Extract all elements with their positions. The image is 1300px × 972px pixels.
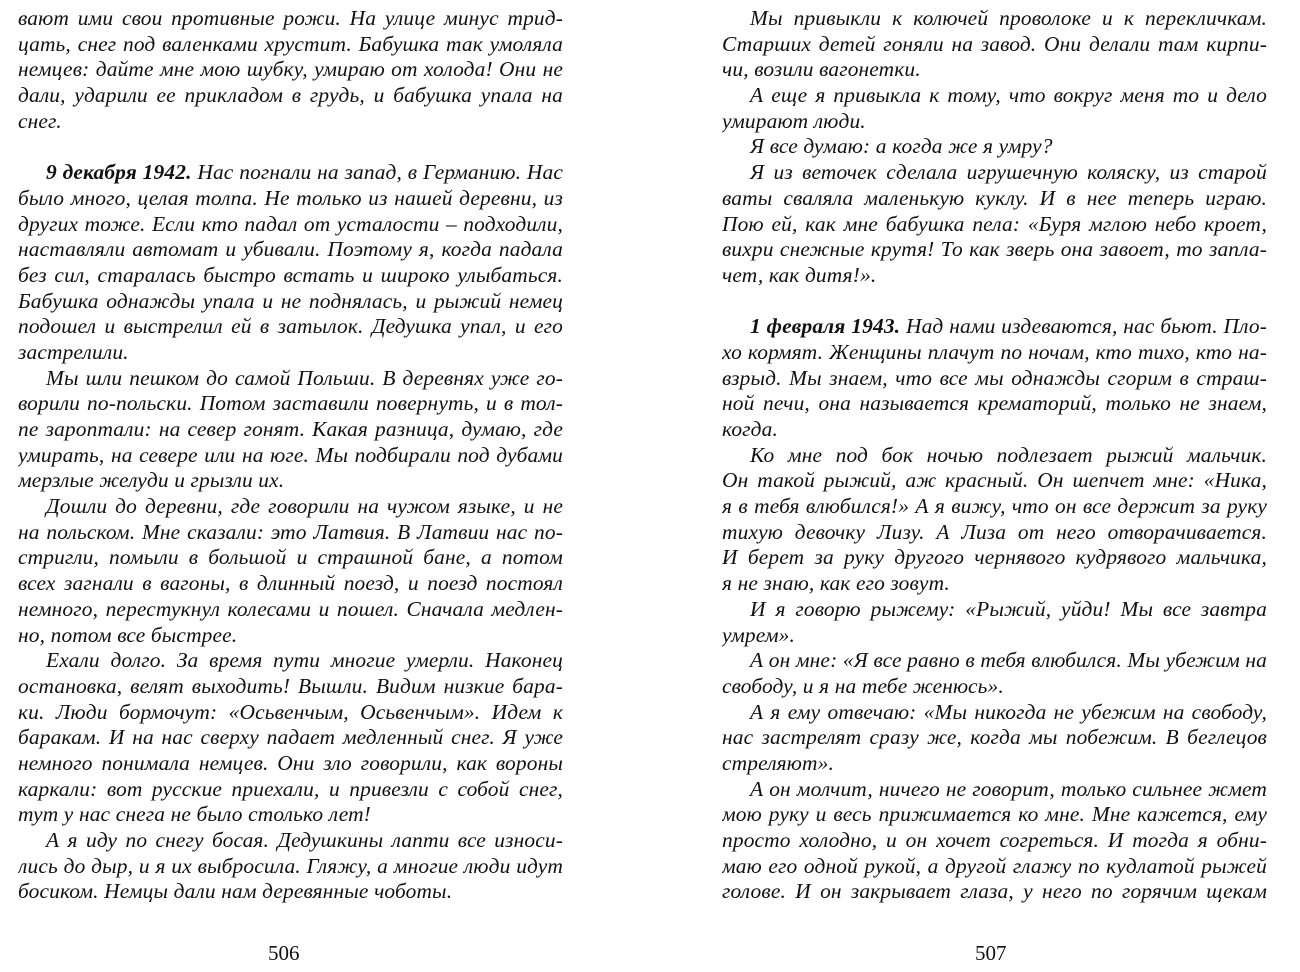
text-line	[18, 674, 563, 700]
text-line	[18, 879, 563, 905]
text-line	[722, 340, 1267, 366]
line-text: Мы шли пешком до самой Польши. В деревнях уже го-	[46, 365, 563, 390]
text-line	[722, 494, 1267, 520]
text-line	[18, 571, 563, 597]
text-line	[722, 32, 1267, 58]
line-text: когда.	[722, 417, 778, 441]
line-text: Он такой рыжий, аж красный. Он шепчет мне: «Ника,	[722, 468, 1267, 493]
text-line	[18, 597, 563, 623]
line-text: вихри снежные крутя! То как зверь она завоет, то запла-	[722, 237, 1267, 262]
text-line	[18, 237, 563, 263]
text-line	[18, 366, 563, 392]
line-text: А он мне: «Я все равно в тебя влюбился. Мы убежим на	[750, 648, 1267, 673]
line-text: я в тебя влюбился!» А я вижу, что он все держит за руку	[722, 494, 1267, 519]
text-line	[18, 751, 563, 777]
line-text: голове. И он закрывает глаза, у него по горячим щекам	[722, 879, 1267, 904]
text-line	[18, 186, 563, 212]
line-text: чет, как дитя!».	[722, 262, 877, 287]
text-line	[18, 725, 563, 751]
line-text: но, потом все быстрее.	[18, 622, 238, 647]
line-text: ки. Люди бормочут: «Осьвенчым, Осьвенчым». Идем к	[18, 699, 563, 724]
line-text: остановка, велят выходить! Вышли. Видим низкие бара-	[18, 673, 563, 698]
line-text: А я ему отвечаю: «Мы никогда не убежим на свободу,	[750, 699, 1267, 724]
left-page-text	[18, 6, 563, 905]
line-text: лись до дыр, и я их выбросила. Гляжу, а многие люди идут	[18, 853, 563, 878]
text-line	[722, 545, 1267, 571]
line-text: А еще я привыкла к тому, что вокруг меня то и дело	[750, 83, 1267, 108]
text-line	[18, 289, 563, 315]
line-text: Я все думаю: а когда же я умру?	[750, 134, 1053, 159]
text-line	[722, 57, 1267, 83]
text-line	[18, 109, 563, 135]
text-line	[18, 212, 563, 238]
text-line	[722, 597, 1267, 623]
line-text: снег.	[18, 108, 62, 133]
line-text: стригли, помыли в большой и страшной бане, а потом	[18, 545, 563, 570]
line-text: было много, целая толпа. Не только из нашей деревни, из	[18, 185, 563, 210]
line-text: Ехали долго. За время пути многие умерли. Наконец	[46, 648, 563, 673]
text-line	[722, 83, 1267, 109]
line-text: на польском. Мне сказали: это Латвия. В Латвии нас по-	[18, 519, 563, 544]
line-text: чи, возили вагонетки.	[722, 57, 921, 82]
line-text: немного понимала немцев. Они зло говорили, как вороны	[18, 750, 563, 775]
text-line	[18, 777, 563, 803]
text-line	[722, 237, 1267, 263]
line-text: Нас погнали на запад, в Германию. Нас	[191, 160, 563, 185]
text-line	[722, 777, 1267, 803]
text-line	[722, 623, 1267, 649]
right-page-text	[722, 6, 1267, 905]
line-text: свободу, и я на тебе женюсь».	[722, 673, 1004, 698]
text-line	[722, 6, 1267, 32]
line-text: мою руку и весь прижимается ко мне. Мне кажется, ему	[722, 802, 1267, 827]
text-line	[18, 854, 563, 880]
text-line	[18, 700, 563, 726]
line-text: босиком. Немцы дали нам деревянные чоботы.	[18, 879, 453, 904]
left-page-number: 506	[268, 941, 300, 965]
line-text: ворили по-польски. Потом заставили повернуть, и в тол-	[18, 391, 563, 416]
diary-date: 1 февраля 1943.	[750, 314, 901, 339]
text-line	[722, 443, 1267, 469]
line-text: Старших детей гоняли на завод. Они делали там кирпи-	[722, 31, 1267, 56]
line-text: баракам. И на нас сверху падает медленный снег. Я уже	[18, 725, 563, 750]
text-line	[722, 854, 1267, 880]
line-text: я не знаю, как его зовут.	[722, 571, 950, 596]
line-text: Мы привыкли к колючей проволоке и к перекличкам.	[750, 6, 1267, 30]
text-line	[18, 648, 563, 674]
text-line	[18, 545, 563, 571]
text-line	[18, 468, 563, 494]
text-line	[18, 340, 563, 366]
text-line	[18, 83, 563, 109]
line-text: наставляли автомат и убивали. Поэтому я, когда падала	[18, 237, 563, 262]
line-text: взрыд. Мы знаем, что все мы однажды сгорим в страш-	[722, 365, 1267, 390]
line-text: умирать, на севере или на юге. Мы подбирали под дубами	[18, 442, 563, 467]
line-text: немцев: дайте мне мою шубку, умираю от холода! Они не	[18, 57, 563, 82]
line-text: цать, снег под валенками хрустит. Бабушка так умоляла	[18, 31, 563, 56]
line-text: умрем».	[722, 622, 796, 647]
text-line	[722, 802, 1267, 828]
text-line	[722, 391, 1267, 417]
text-line	[18, 828, 563, 854]
text-line	[722, 186, 1267, 212]
line-text: стреляют».	[722, 750, 834, 775]
text-line	[18, 417, 563, 443]
right-page-number: 507	[975, 941, 1007, 965]
line-text: А он молчит, ничего не говорит, только сильнее жмет	[750, 776, 1267, 801]
line-text: хо кормят. Женщины плачут по ночам, кто тихо, кто на-	[722, 339, 1267, 364]
text-line	[722, 648, 1267, 674]
text-line	[18, 802, 563, 828]
line-text: ной печи, она называется крематорий, только не знаем,	[722, 391, 1267, 416]
paragraph-gap	[18, 134, 563, 160]
line-text: Ко мне под бок ночью подлезает рыжий мальчик.	[750, 442, 1267, 467]
line-text: И я говорю рыжему: «Рыжий, уйди! Мы все завтра	[750, 596, 1267, 621]
text-line	[18, 494, 563, 520]
line-text: мерзлые желуди и грызли их.	[18, 468, 285, 493]
text-line	[18, 391, 563, 417]
text-line	[722, 571, 1267, 597]
line-text: без сил, старалась быстро встать и широко улыбаться.	[18, 262, 563, 287]
text-line	[722, 134, 1267, 160]
line-text: Над нами издеваются, нас бьют. Пло-	[900, 314, 1267, 339]
text-line	[722, 160, 1267, 186]
text-line	[18, 32, 563, 58]
paragraph-gap	[722, 289, 1267, 315]
text-line	[18, 6, 563, 32]
text-line	[722, 700, 1267, 726]
line-text: А я иду по снегу босая. Дедушкины лапти все износи-	[46, 828, 563, 852]
diary-date: 9 декабря 1942.	[46, 160, 192, 185]
line-text: вают ими свои противные рожи. На улице минус трид-	[18, 6, 563, 30]
line-text: Я из веточек сделала игрушечную коляску, из старой	[750, 160, 1267, 185]
text-line	[18, 160, 563, 186]
line-text: немного, перестукнул колесами и пошел. Сначала медлен-	[18, 596, 563, 621]
line-text: дали, ударили ее прикладом в грудь, и бабушка упала на	[18, 83, 563, 108]
text-line	[722, 828, 1267, 854]
text-line	[722, 468, 1267, 494]
text-line	[722, 674, 1267, 700]
text-line	[18, 443, 563, 469]
text-line	[722, 725, 1267, 751]
line-text: подошел и выстрелил ей в затылок. Дедушка упал, и его	[18, 314, 563, 339]
text-line	[722, 366, 1267, 392]
text-line	[18, 314, 563, 340]
line-text: умирают люди.	[722, 108, 866, 133]
line-text: Бабушка однажды упала и не поднялась, и рыжий немец	[18, 288, 563, 313]
line-text: каркали: вот русские приехали, и привезли с собой снег,	[18, 776, 563, 801]
text-line	[722, 520, 1267, 546]
text-line	[722, 417, 1267, 443]
text-line	[722, 109, 1267, 135]
line-text: ваты сваляла маленькую куклу. И в нее теперь играю.	[722, 185, 1267, 210]
line-text: нас застрелят сразу же, когда мы побежим. В беглецов	[722, 725, 1267, 750]
line-text: просто холодно, и он хочет согреться. И тогда я обни-	[722, 828, 1267, 852]
line-text: маю его одной рукой, а другой глажу по кудлатой рыжей	[722, 853, 1267, 878]
text-line	[722, 879, 1267, 905]
line-text: И берет за руку другого чернявого кудрявого мальчика,	[722, 545, 1267, 570]
text-line	[722, 263, 1267, 289]
line-text: пе зароптали: на север гонят. Какая разница, думаю, где	[18, 417, 563, 441]
text-line	[722, 212, 1267, 238]
line-text: других тоже. Если кто падал от усталости – подходили,	[18, 211, 563, 236]
text-line	[18, 623, 563, 649]
line-text: застрелили.	[18, 339, 129, 364]
text-line	[18, 520, 563, 546]
text-line	[722, 751, 1267, 777]
line-text: Пою ей, как мне бабушка пела: «Буря мглою небо кроет,	[722, 211, 1267, 236]
line-text: всех загнали в вагоны, в длинный поезд, и поезд постоял	[18, 571, 563, 596]
text-line	[18, 263, 563, 289]
text-line	[722, 314, 1267, 340]
line-text: тихую девочку Лизу. А Лиза от него отворачивается.	[722, 519, 1267, 544]
text-line	[18, 57, 563, 83]
line-text: тут у нас снега не было столько лет!	[18, 802, 371, 827]
line-text: Дошли до деревни, где говорили на чужом языке, и не	[46, 494, 563, 519]
